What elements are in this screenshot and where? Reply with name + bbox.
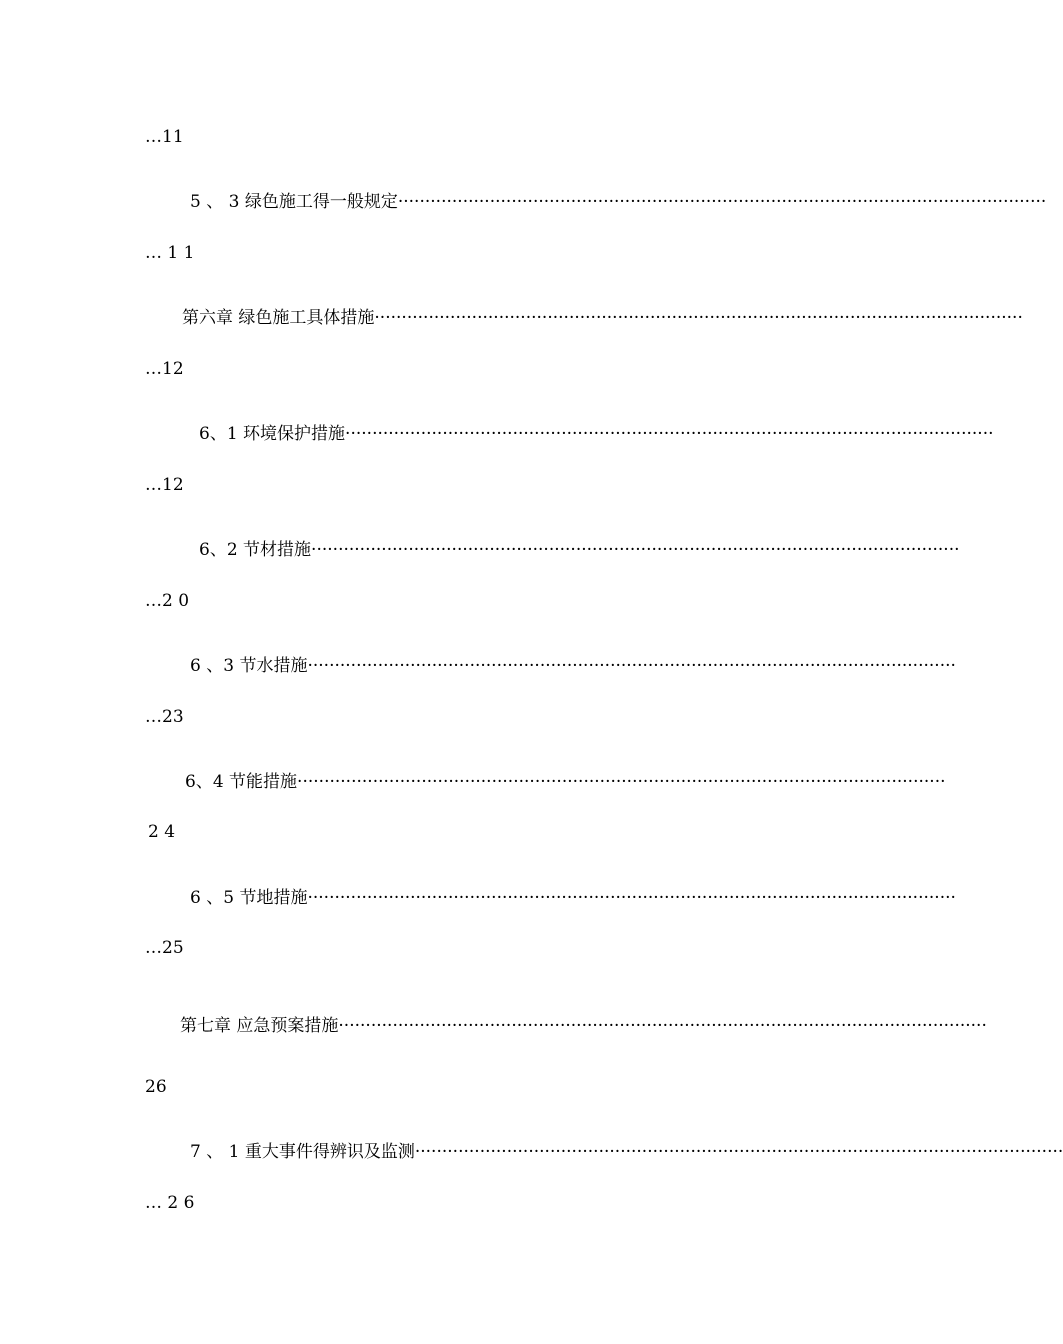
toc-entry: 6、2 节材措施························································································································ xyxy=(199,540,960,560)
toc-entry: 6 、3 节水措施························································································································ xyxy=(190,656,956,676)
toc-entry: 6 、5 节地措施························································································································ xyxy=(190,888,956,908)
toc-continuation: …23 xyxy=(145,707,184,727)
toc-continuation: …12 xyxy=(145,359,184,379)
toc-continuation: …25 xyxy=(145,938,184,958)
toc-continuation: …11 xyxy=(145,127,184,147)
toc-chapter: 第六章 绿色施工具体措施························································································································ xyxy=(182,308,1023,328)
toc-chapter: 第七章 应急预案措施························································································································ xyxy=(180,1016,987,1036)
toc-continuation: … 1 1 xyxy=(145,243,195,263)
toc-continuation: …12 xyxy=(145,475,184,495)
toc-continuation: 2 4 xyxy=(148,822,176,842)
toc-continuation: 26 xyxy=(145,1077,167,1097)
toc-entry: 6、4 节能措施························································································································ xyxy=(185,772,946,792)
toc-entry: 6、1 环境保护措施························································································································ xyxy=(199,424,994,444)
toc-entry: 7 、 1 重大事件得辨识及监测························································································································ xyxy=(190,1142,1063,1162)
toc-continuation: … 2 6 xyxy=(145,1193,195,1213)
toc-entry: 5 、 3 绿色施工得一般规定························································································································ xyxy=(190,192,1047,212)
toc-continuation: …2 0 xyxy=(145,591,190,611)
